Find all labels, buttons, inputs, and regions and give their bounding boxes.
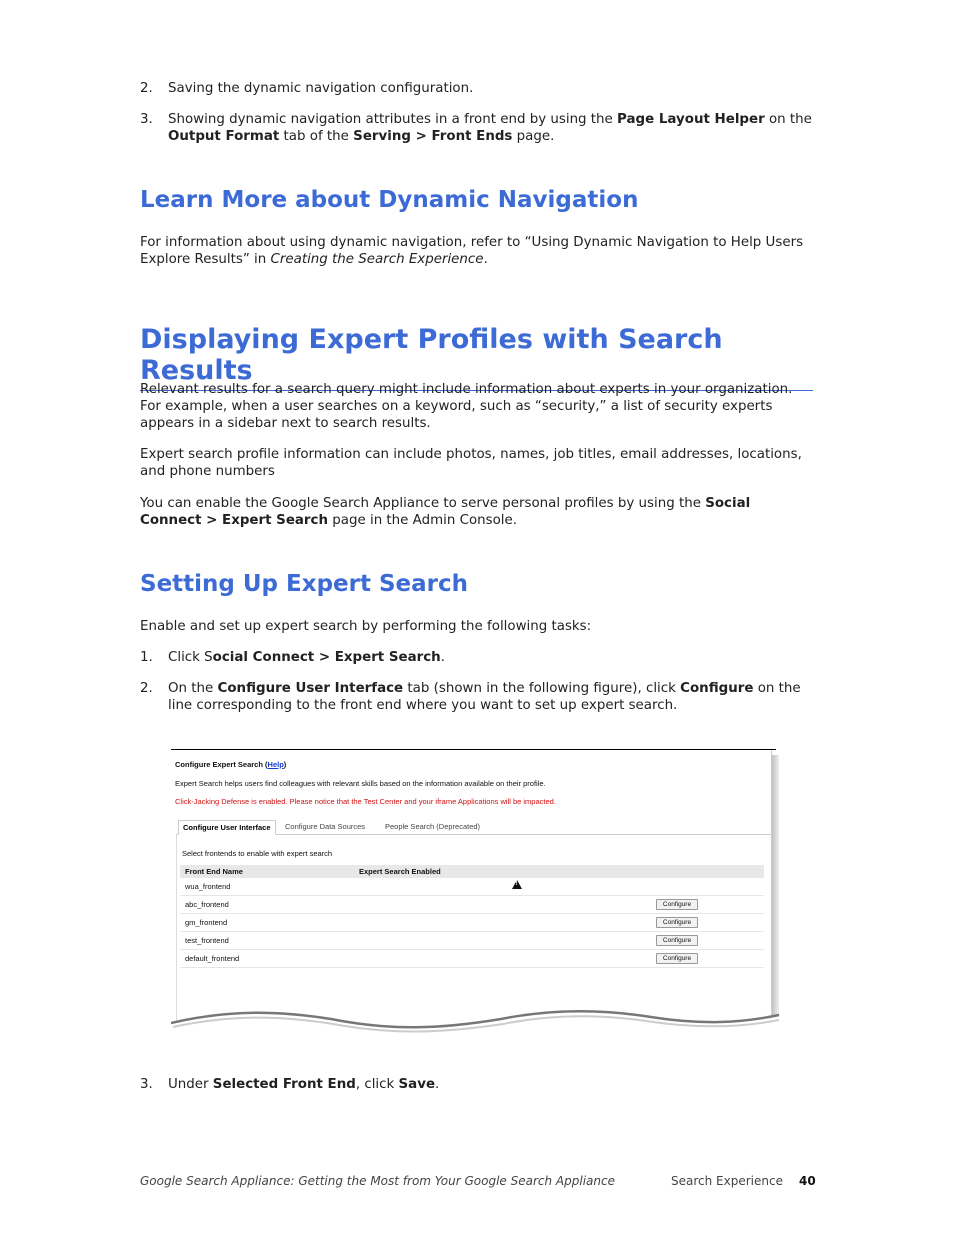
tab-panel (176, 835, 772, 1025)
text-run: Under (168, 1077, 213, 1092)
text-run: Showing dynamic navigation attributes in a front end by using the (168, 112, 618, 127)
text-run: Serving > Front Ends (353, 129, 513, 144)
table-header (180, 865, 764, 878)
list-text (168, 111, 816, 145)
list-number: 1. (140, 650, 153, 665)
chapter-heading: Displaying Expert Profiles with Search Results (140, 324, 813, 391)
text-run: Saving the dynamic navigation configuration. (168, 81, 474, 96)
text-run: . (440, 650, 445, 665)
text-run: You can enable the Google Search Appliance to serve personal profiles by using the (140, 496, 706, 511)
text-run: on the (764, 112, 812, 127)
text-run: For information about using dynamic navigation, refer to “Using Dynamic Navigation to Help Users Explore Results” in (140, 235, 804, 267)
configure-button[interactable]: Configure (656, 935, 698, 946)
table-row (180, 896, 764, 914)
table-row (180, 932, 764, 950)
text-run: on the line corresponding to the front end where you want to set up expert search. (168, 681, 801, 713)
text-run: , click (355, 1077, 399, 1092)
text-run: Relevant results for a search query might include information about experts in your organization. For example, when a user searches on a keyword, such as “security,” a list of security experts appears in a sidebar next to search results. (140, 382, 793, 431)
text-run: Click S (168, 650, 213, 665)
tab-configure-data-sources[interactable]: Configure Data Sources (285, 822, 366, 831)
text-run: . (483, 252, 488, 267)
tab-bar (176, 820, 771, 835)
text-run: tab of the (279, 129, 354, 144)
text-run: Configure (680, 681, 754, 696)
paragraph (140, 495, 815, 529)
text-run: On the (168, 681, 218, 696)
text-run: Page Layout Helper (617, 112, 765, 127)
select-label: Select frontends to enable with expert search (182, 849, 333, 858)
frontend-name: abc_frontend (185, 900, 229, 909)
list-number: 2. (140, 81, 153, 96)
footer-chapter: Search Experience (671, 1174, 783, 1188)
table-row (180, 878, 764, 896)
torn-edge (171, 1005, 781, 1035)
frontend-name: default_frontend (185, 954, 240, 963)
frontend-name: gm_frontend (185, 918, 228, 927)
footer-book-title: Google Search Appliance: Getting the Most from Your Google Search Appliance (140, 1174, 615, 1188)
list-number: 2. (140, 681, 153, 696)
frontend-name: test_frontend (185, 936, 229, 945)
warning-message: Click-Jacking Defense is enabled. Please notice that the Test Center and your iframe Applications will be impacted. (175, 797, 556, 806)
text-run: tab (shown in the following figure), click (403, 681, 681, 696)
tab-configure-user-interface[interactable]: Configure User Interface (178, 820, 276, 835)
table-row (180, 950, 764, 968)
warning-icon (512, 880, 522, 889)
column-header-name: Front End Name (185, 867, 243, 876)
help-link[interactable]: Help (267, 760, 284, 769)
text-run: Creating the Search Experience (270, 252, 484, 267)
paragraph (140, 381, 815, 432)
configure-button[interactable]: Configure (656, 917, 698, 928)
text-run: Social Connect > Expert Search (140, 496, 751, 528)
figure-expert-search-screenshot (171, 749, 779, 1039)
table-row (180, 914, 764, 932)
figure-shadow (771, 755, 779, 1025)
section-heading-learn-more: Learn More about Dynamic Navigation (140, 187, 639, 213)
figure-body (171, 750, 772, 1030)
figure-title: Configure Expert Search (Help) (175, 760, 287, 769)
text-run: Expert search profile information can include photos, names, job titles, email addresses, locations, and phone numbers (140, 447, 802, 479)
list-text (168, 80, 816, 97)
list-text (168, 1076, 816, 1093)
text-run: page. (512, 129, 555, 144)
text-run: Enable and set up expert search by performing the following tasks: (140, 619, 592, 634)
section-heading-setup: Setting Up Expert Search (140, 571, 469, 597)
text-run: Configure User Interface (217, 681, 404, 696)
text-run: Save (398, 1077, 436, 1092)
figure-description: Expert Search helps users find colleagues with relevant skills based on the information available on their profile. (175, 779, 546, 788)
paragraph (140, 446, 815, 480)
text-run: Output Format (168, 129, 280, 144)
configure-button[interactable]: Configure (656, 899, 698, 910)
footer-page-number: 40 (799, 1174, 816, 1188)
paragraph (140, 234, 815, 268)
text-run: Selected Front End (212, 1077, 356, 1092)
frontend-name: wua_frontend (185, 882, 231, 891)
list-text (168, 649, 816, 666)
text-run: page in the Admin Console. (328, 513, 518, 528)
configure-button[interactable]: Configure (656, 953, 698, 964)
text-run: ocial Connect > Expert Search (212, 650, 441, 665)
column-header-enabled: Expert Search Enabled (359, 867, 441, 876)
tab-people-search[interactable]: People Search (Deprecated) (385, 822, 481, 831)
list-number: 3. (140, 1077, 153, 1092)
list-number: 3. (140, 112, 153, 127)
text-run: . (435, 1077, 440, 1092)
paragraph (140, 618, 815, 635)
list-text (168, 680, 816, 714)
